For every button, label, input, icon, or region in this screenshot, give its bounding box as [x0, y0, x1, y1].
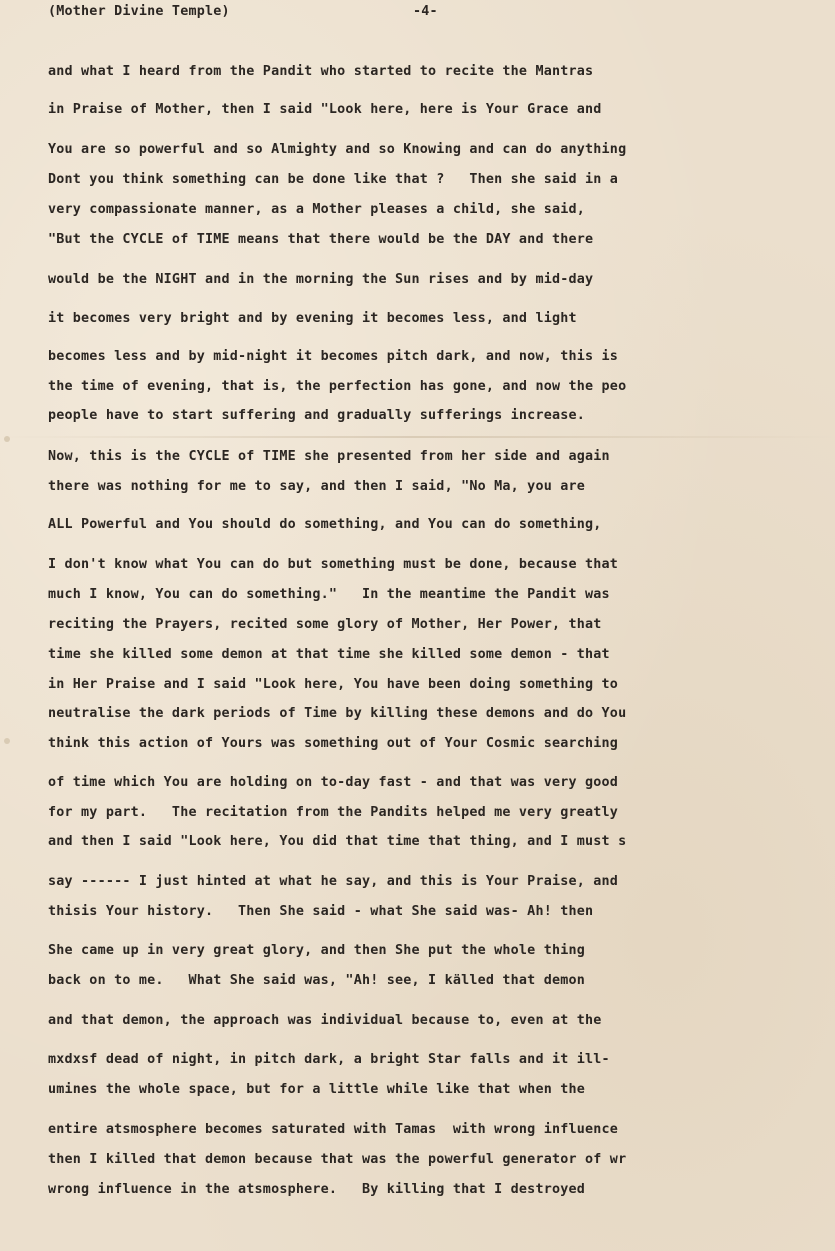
text-line: mxdxsf dead of night, in pitch dark, a bright Star falls and it ill-: [48, 1052, 610, 1067]
text-line: of time which You are holding on to-day fast - and that was very good: [48, 775, 619, 790]
text-line: very compassionate manner, as a Mother pleases a child, she said,: [48, 202, 586, 217]
text-line: say ------ I just hinted at what he say, and this is Your Praise, and: [48, 874, 619, 889]
punch-hole-mark: [4, 738, 10, 744]
text-line: there was nothing for me to say, and then I said, "No Ma, you are: [48, 479, 586, 494]
text-line: in Her Praise and I said "Look here, You have been doing something to: [48, 677, 619, 692]
text-line: it becomes very bright and by evening it becomes less, and light: [48, 311, 577, 326]
text-line: entire atsmosphere becomes saturated with Tamas with wrong influence: [48, 1122, 619, 1137]
text-line: time she killed some demon at that time she killed some demon - that: [48, 647, 610, 662]
page-number: -4-: [413, 4, 438, 19]
text-line: and then I said "Look here, You did that time that thing, and I must s: [48, 834, 627, 849]
text-line: You are so powerful and so Almighty and so Knowing and can do anything: [48, 142, 627, 157]
text-line: thisis Your history. Then She said - what She said was- Ah! then: [48, 904, 594, 919]
text-line: would be the NIGHT and in the morning the Sun rises and by mid-day: [48, 272, 594, 287]
text-line: She came up in very great glory, and then She put the whole thing: [48, 943, 586, 958]
text-line: ALL Powerful and You should do something, and You can do something,: [48, 517, 602, 532]
text-line: wrong influence in the atsmosphere. By killing that I destroyed: [48, 1182, 586, 1197]
text-line: think this action of Yours was something out of Your Cosmic searching: [48, 736, 619, 751]
text-line: and that demon, the approach was individual because to, even at the: [48, 1013, 602, 1028]
text-line: the time of evening, that is, the perfection has gone, and now the peo: [48, 379, 627, 394]
text-line: becomes less and by mid-night it becomes pitch dark, and now, this is: [48, 349, 619, 364]
text-line: then I killed that demon because that was the powerful generator of wr: [48, 1152, 627, 1167]
text-line: people have to start suffering and gradually sufferings increase.: [48, 408, 586, 423]
text-line: back on to me. What She said was, "Ah! see, I källed that demon: [48, 973, 586, 988]
text-line: reciting the Prayers, recited some glory of Mother, Her Power, that: [48, 617, 602, 632]
text-line: in Praise of Mother, then I said "Look here, here is Your Grace and: [48, 102, 602, 117]
text-line: and what I heard from the Pandit who started to recite the Mantras: [48, 64, 594, 79]
text-line: Dont you think something can be done like that ? Then she said in a: [48, 172, 619, 187]
text-line: for my part. The recitation from the Pandits helped me very greatly: [48, 805, 619, 820]
text-line: umines the whole space, but for a little while like that when the: [48, 1082, 586, 1097]
document-title: (Mother Divine Temple): [48, 4, 230, 19]
paper-fold-line: [0, 436, 835, 438]
text-line: I don't know what You can do but something must be done, because that: [48, 557, 619, 572]
punch-hole-mark: [4, 436, 10, 442]
text-line: neutralise the dark periods of Time by killing these demons and do You: [48, 706, 627, 721]
text-line: much I know, You can do something." In the meantime the Pandit was: [48, 587, 610, 602]
text-line: Now, this is the CYCLE of TIME she presented from her side and again: [48, 449, 610, 464]
text-line: "But the CYCLE of TIME means that there would be the DAY and there: [48, 232, 594, 247]
